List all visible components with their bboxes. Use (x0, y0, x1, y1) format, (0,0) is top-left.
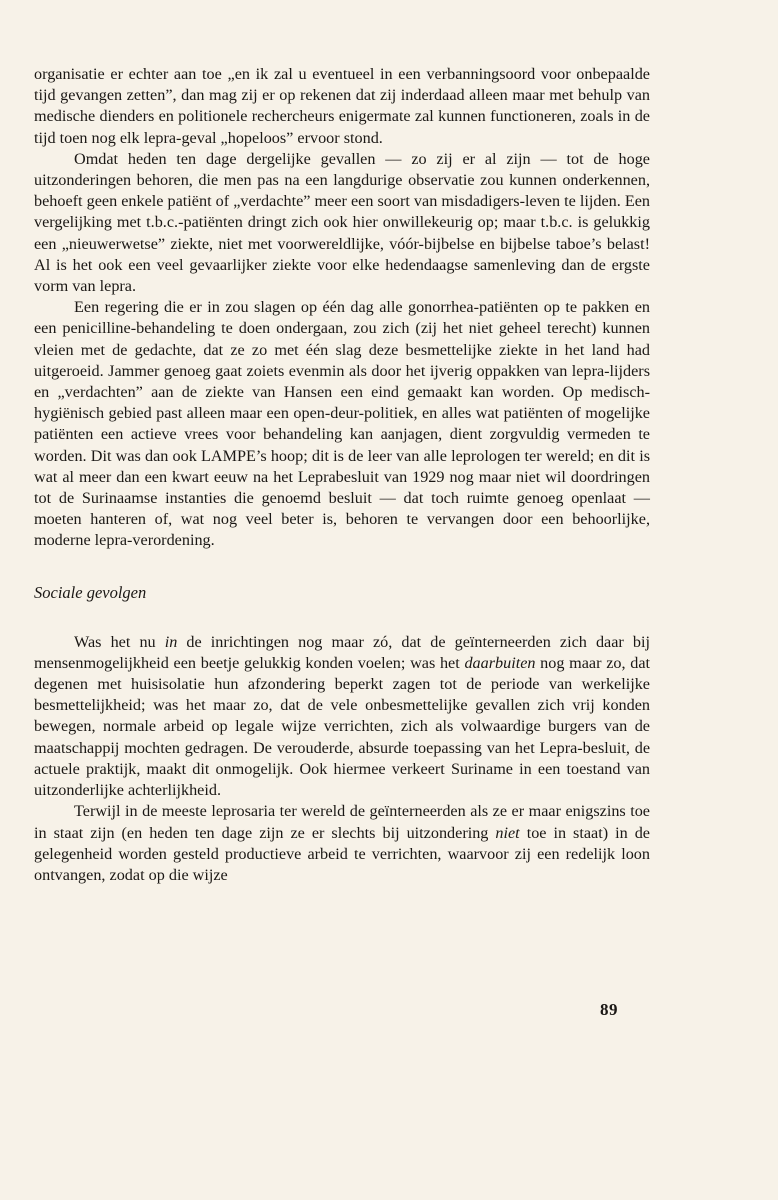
paragraph (34, 801, 650, 886)
paragraph: Omdat heden ten dage dergelijke gevallen — zo zij er al zijn — tot de hoge uitzonderingen behoren, die men pas na een langdurige observatie zou kunnen onderkennen, behoeft geen enkele patiënt of „verdachte” meer een soort van misdadigers-leven te lijden. Een vergelijking met t.b.c.-patiënten dringt zich ook hier onwillekeurig op; maar t.b.c. is gelukkig een „nieuwerwetse” ziekte, niet met voorwereldlijke, vóór-bijbelse en bijbelse taboe’s belast! Al is het ook een veel gevaarlijker ziekte voor elke hedendaagse samenleving dan de ergste vorm van lepra. (34, 149, 650, 296)
text-run: nog maar zo, dat degenen met huisisolatie hun afzondering beperkt zagen tot de periode van werkelijke besmettelijkheid; was het maar zo, dat de vele onbesmettelijke gevallen zich vrij konden bewegen, normale arbeid op legale wijze verrichten, zich als volwaardige burgers van de maatschappij mochten gedragen. De verouderde, absurde toepassing van het Lepra-besluit, de actuele praktijk, maakt dit onmogelijk. Ook hiermee verkeert Suriname in een toestand van uitzonderlijke achterlijkheid. (34, 653, 650, 800)
paragraph: Een regering die er in zou slagen op één dag alle gonorrhea-patiënten op te pakken en een penicilline-behandeling te doen ondergaan, zou zich (zij het niet geheel terecht) kunnen vleien met de gedachte, dat ze zo met één slag deze besmettelijke ziekte in het land had uitgeroeid. Jammer genoeg gaat zoiets evenmin als door het ijverig oppakken van lepra-lijders en „verdachten” aan de ziekte van Hansen een eind gemaakt kan worden. Op medisch-hygiënisch gebied past alleen maar een open-deur-politiek, en alles wat patiënten of mogelijke patiënten een actieve vrees voor behandeling kan aanjagen, dient zorgvuldig vermeden te worden. Dit was dan ook LAMPE’s hoop; dit is de leer van alle leprologen ter wereld; en dit is wat al meer dan een kwart eeuw na het Leprabesluit van 1929 nog maar niet wil doordringen tot de Surinaamse instanties die genoemd besluit — dat toch ruimte genoeg openlaat — moeten hanteren of, wat nog veel beter is, behoren te vervangen door een behoorlijke, moderne lepra-verordening. (34, 298, 650, 550)
section-sociale-gevolgen-text (34, 632, 650, 886)
text-run: Was het nu (74, 632, 165, 651)
text-run: Terwijl in de meeste leprosaria ter wereld de geïnterneerden als ze er maar enigszins toe in staat zijn (en heden ten dage zijn ze er slechts bij uitzondering (34, 802, 650, 842)
paragraph: organisatie er echter aan toe „en ik zal u eventueel in een verbanningsoord voor onbepaalde tijd gevangen zetten”, dan mag zij er op rekenen dat zij inderdaad alleen maar met behulp van medische dienders en politionele rechercheurs enigermate zal kunnen functioneren, zoals in de tijd toen nog elk lepra-geval „hopeloos” ervoor stond. (34, 65, 650, 147)
text-run: toe in staat) in de gelegenheid worden gesteld productieve arbeid te verrichten, waarvoor zij een redelijk loon ontvangen, zodat op die wijze (34, 823, 650, 884)
section-continued-text (34, 64, 650, 552)
section-heading: Sociale gevolgen (34, 582, 147, 602)
emphasis-text: in (164, 632, 178, 651)
page-number: 89 (600, 1000, 618, 1019)
paragraph (34, 632, 650, 802)
text-run: de inrichtingen nog maar zó, dat de geïnterneerden zich daar bij mensenmogelijkheid een beetje gelukkig konden voelen; was het (34, 632, 650, 672)
emphasis-text: daarbuiten (464, 653, 536, 672)
emphasis-text: niet (495, 823, 520, 842)
